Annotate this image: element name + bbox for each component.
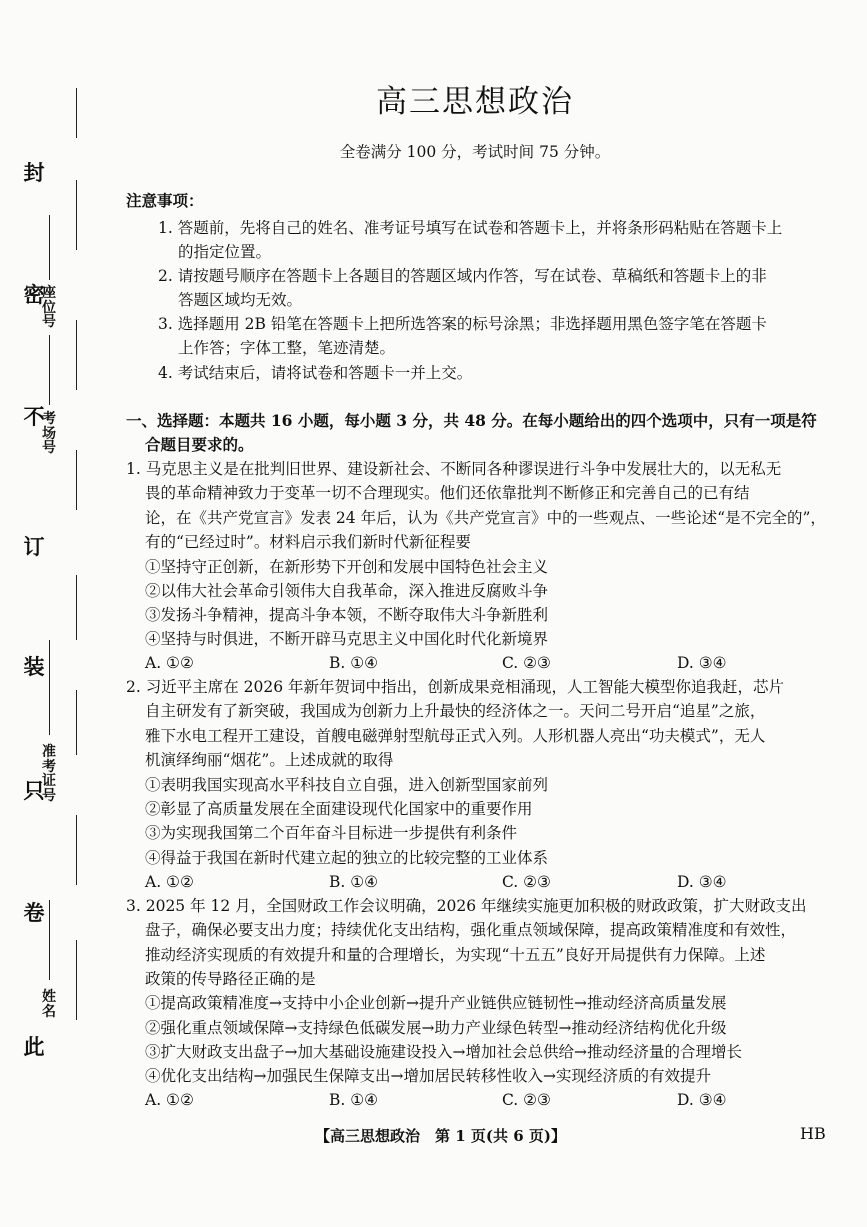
notice-line: 2. 请按题号顺序在答题卡上各题目的答题区域内作答，写在试卷、草稿纸和答题卡上的非 (158, 267, 767, 285)
seal-char: 订 (23, 534, 45, 559)
page-footer: 【高三思想政治 第 1 页(共 6 页)】 (315, 1127, 566, 1145)
seat-number-label: 座位号 (42, 285, 56, 331)
seal-char: 不 (23, 404, 45, 429)
notice-line: 答题区域均无效。 (178, 291, 303, 309)
question-statement: ④坚持与时俱进，不断开辟马克思主义中国化时代化新境界 (145, 630, 549, 648)
exam-info: 全卷满分 100 分，考试时间 75 分钟。 (339, 143, 611, 161)
seal-char: 封 (23, 160, 45, 185)
question-stem-line: 畏的革命精神致力于变革一切不合理现实。他们还依靠批判不断修正和完善自己的已有结 (145, 484, 750, 502)
option-d: D. ③④ (677, 873, 727, 891)
answer-options (145, 651, 785, 675)
question-stem-line: 推动经济实现质的有效提升和量的合理增长，为实现“十五五”良好开局提供有力保障。上述 (145, 946, 766, 964)
seal-char: 卷 (23, 900, 45, 925)
notice-line: 3. 选择题用 2B 铅笔在答题卡上把所选答案的标号涂黑；非选择题用黑色签字笔在答题卡 (158, 315, 767, 333)
seal-char: 密 (23, 282, 45, 307)
question-stem-line: 3. 2025 年 12 月，全国财政工作会议明确，2026 年继续实施更加积极的财政政策，扩大财政支出 (126, 897, 807, 915)
question-stem-line: 机演绎绚丽“烟花”。上述成就的取得 (145, 751, 394, 769)
section-heading-line: 合题目要求的。 (145, 435, 254, 454)
question-stem-line: 雅下水电工程开工建设，首艘电磁弹射型航母正式入列。人形机器人亮出“功夫模式”，无人 (145, 727, 766, 745)
answer-options (145, 870, 785, 894)
seal-line (76, 815, 77, 885)
option-b: B. ①④ (329, 873, 379, 891)
question-stem-line: 盘子，确保必要支出力度；持续优化支出结构，强化重点领域保障，提高政策精准度和有效性， (145, 921, 797, 939)
option-a: A. ①② (145, 654, 194, 672)
question-statement: ④优化支出结构→加强民生保障支出→增加居民转移性收入→实现经济质的有效提升 (145, 1067, 711, 1085)
question-statement: ②强化重点领域保障→支持绿色低碳发展→助力产业绿色转型→推动经济结构优化升级 (145, 1019, 727, 1037)
question-stem-line: 论，在《共产党宣言》发表 24 年后，认为《共产党宣言》中的一些观点、一些论述“是不完全的”， (145, 509, 826, 527)
seal-line (76, 690, 77, 755)
question-stem-line: 2. 习近平主席在 2026 年新年贺词中指出，创新成果竞相涌现，人工智能大模型你追我赶，芯片 (126, 678, 785, 696)
page-title: 高三思想政治 (376, 84, 574, 120)
paper-code: HB (800, 1124, 826, 1143)
seal-char: 装 (23, 654, 45, 679)
option-d: D. ③④ (677, 1091, 727, 1109)
question-statement: ①坚持守正创新，在新形势下开创和发展中国特色社会主义 (145, 558, 549, 576)
option-c: C. ②③ (502, 873, 551, 891)
question-statement: ③扩大财政支出盘子→加大基础设施建设投入→增加社会总供给→推动经济量的合理增长 (145, 1043, 742, 1061)
question-stem-line: 1. 马克思主义是在批判旧世界、建设新社会、不断同各种谬误进行斗争中发展壮大的，以无私无 (126, 460, 782, 478)
seat-number-line[interactable] (49, 215, 50, 280)
name-label: 姓名 (42, 989, 56, 1020)
seal-line (76, 450, 77, 510)
seal-char: 此 (23, 1034, 45, 1059)
admission-number-label: 准考证号 (42, 744, 56, 805)
question-stem-line: 政策的传导路径正确的是 (145, 970, 316, 988)
admission-number-line[interactable] (49, 640, 50, 735)
option-c: C. ②③ (502, 1091, 551, 1109)
notice-line: 1. 答题前，先将自己的姓名、准考证号填写在试卷和答题卡上，并将条形码粘贴在答题卡上 (158, 219, 783, 237)
question-statement: ③为实现我国第二个百年奋斗目标进一步提供有利条件 (145, 824, 518, 842)
seal-line (76, 575, 77, 640)
seal-line (76, 320, 77, 390)
notice-line: 4. 考试结束后，请将试卷和答题卡一并上交。 (158, 364, 473, 382)
exam-room-line[interactable] (49, 335, 50, 405)
option-a: A. ①② (145, 1091, 194, 1109)
seal-line (76, 88, 77, 138)
answer-options (145, 1088, 785, 1112)
question-statement: ③发扬斗争精神，提高斗争本领，不断夺取伟大斗争新胜利 (145, 606, 549, 624)
option-d: D. ③④ (677, 654, 727, 672)
notice-line: 的指定位置。 (178, 243, 272, 261)
section-heading-line: 一、选择题：本题共 16 小题，每小题 3 分，共 48 分。在每小题给出的四个选项中，只有一项是符 (126, 411, 817, 430)
seal-line (76, 940, 77, 1020)
question-stem-line: 有的“已经过时”。材料启示我们新时代新征程要 (145, 533, 471, 551)
question-statement: ①表明我国实现高水平科技自立自强，进入创新型国家前列 (145, 776, 549, 794)
option-b: B. ①④ (329, 1091, 379, 1109)
notice-heading: 注意事项： (126, 191, 204, 210)
question-statement: ①提高政策精准度→支持中小企业创新→提升产业链供应链韧性→推动经济高质量发展 (145, 994, 727, 1012)
name-line[interactable] (49, 900, 50, 980)
question-statement: ④得益于我国在新时代建立起的独立的比较完整的工业体系 (145, 849, 549, 867)
seal-char: 只 (23, 778, 45, 803)
option-a: A. ①② (145, 873, 194, 891)
question-stem-line: 自主研发有了新突破，我国成为创新力上升最快的经济体之一。天问二号开启“追星”之旅， (145, 702, 766, 720)
question-statement: ②以伟大社会革命引领伟大自我革命，深入推进反腐败斗争 (145, 582, 549, 600)
seal-line (76, 180, 77, 250)
option-b: B. ①④ (329, 654, 379, 672)
question-statement: ②彰显了高质量发展在全面建设现代化国家中的重要作用 (145, 800, 533, 818)
notice-line: 上作答；字体工整，笔迹清楚。 (178, 339, 396, 357)
exam-room-label: 考场号 (42, 411, 56, 457)
option-c: C. ②③ (502, 654, 551, 672)
